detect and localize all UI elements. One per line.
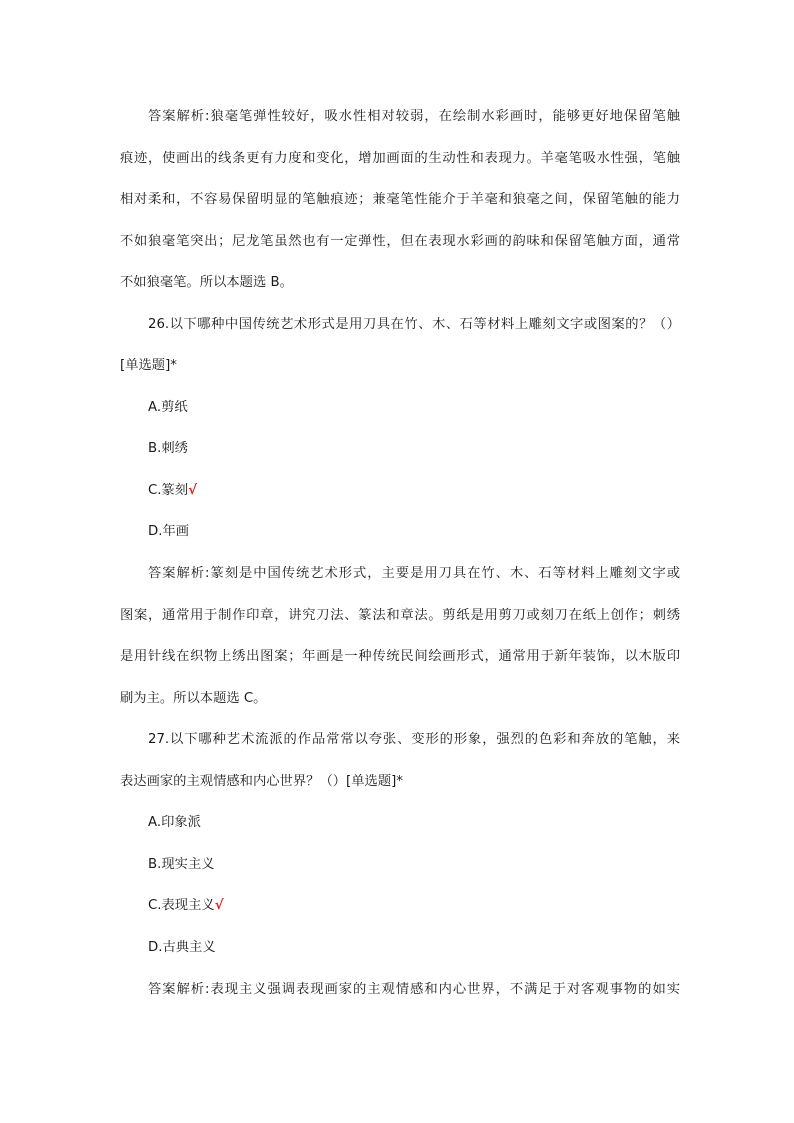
- explanation-line: 图案，通常用于制作印章，讲究刀法、篆法和章法。剪纸是用剪刀或刻刀在纸上创作；刺绣: [120, 608, 680, 623]
- option-d: D.年画: [148, 524, 190, 539]
- explanation-line: 是用针线在织物上绣出图案；年画是一种传统民间绘画形式，通常用于新年装饰，以木版印: [120, 649, 680, 664]
- option-d: D.古典主义: [148, 940, 216, 955]
- option-a: A.剪纸: [148, 400, 188, 415]
- explanation-line: 相对柔和，不容易保留明显的笔触痕迹；兼毫笔性能介于羊毫和狼毫之间，保留笔触的能力: [120, 192, 680, 207]
- option-c-correct: [148, 481, 680, 501]
- explanation-line: 答案解析:狼毫笔弹性较好，吸水性相对较弱，在绘制水彩画时，能够更好地保留笔触: [148, 109, 680, 124]
- option-label: C.篆刻: [148, 483, 189, 498]
- question-type-label: [单选题]*: [120, 358, 177, 373]
- option-a: A.印象派: [148, 815, 201, 830]
- explanation-line: 刷为主。所以本题选 C。: [120, 691, 267, 706]
- question-27-text-cont: 表达画家的主观情感和内心世界？（）[单选题]*: [120, 774, 403, 789]
- question-26-text: 26.以下哪种中国传统艺术形式是用刀具在竹、木、石等材料上雕刻文字或图案的？（）: [148, 317, 680, 332]
- explanation-line: 不如狼毫笔突出；尼龙笔虽然也有一定弹性，但在表现水彩画的韵味和保留笔触方面，通常: [120, 234, 680, 249]
- option-label: C.表现主义: [148, 898, 215, 913]
- option-c-correct: [148, 896, 680, 916]
- check-mark-icon: √: [214, 898, 224, 913]
- option-b: B.刺绣: [148, 441, 188, 456]
- explanation-line: 答案解析:表现主义强调表现画家的主观情感和内心世界，不满足于对客观事物的如实: [148, 982, 680, 997]
- option-b: B.现实主义: [148, 857, 215, 872]
- explanation-line: 不如狼毫笔。所以本题选 B。: [120, 275, 293, 290]
- question-27-text: 27.以下哪种艺术流派的作品常常以夸张、变形的形象，强烈的色彩和奔放的笔触，来: [148, 732, 680, 747]
- explanation-line: 痕迹，使画出的线条更有力度和变化，增加画面的生动性和表现力。羊毫笔吸水性强，笔触: [120, 151, 680, 166]
- explanation-line: 答案解析:篆刻是中国传统艺术形式，主要是用刀具在竹、木、石等材料上雕刻文字或: [148, 566, 680, 581]
- check-mark-icon: √: [188, 483, 197, 498]
